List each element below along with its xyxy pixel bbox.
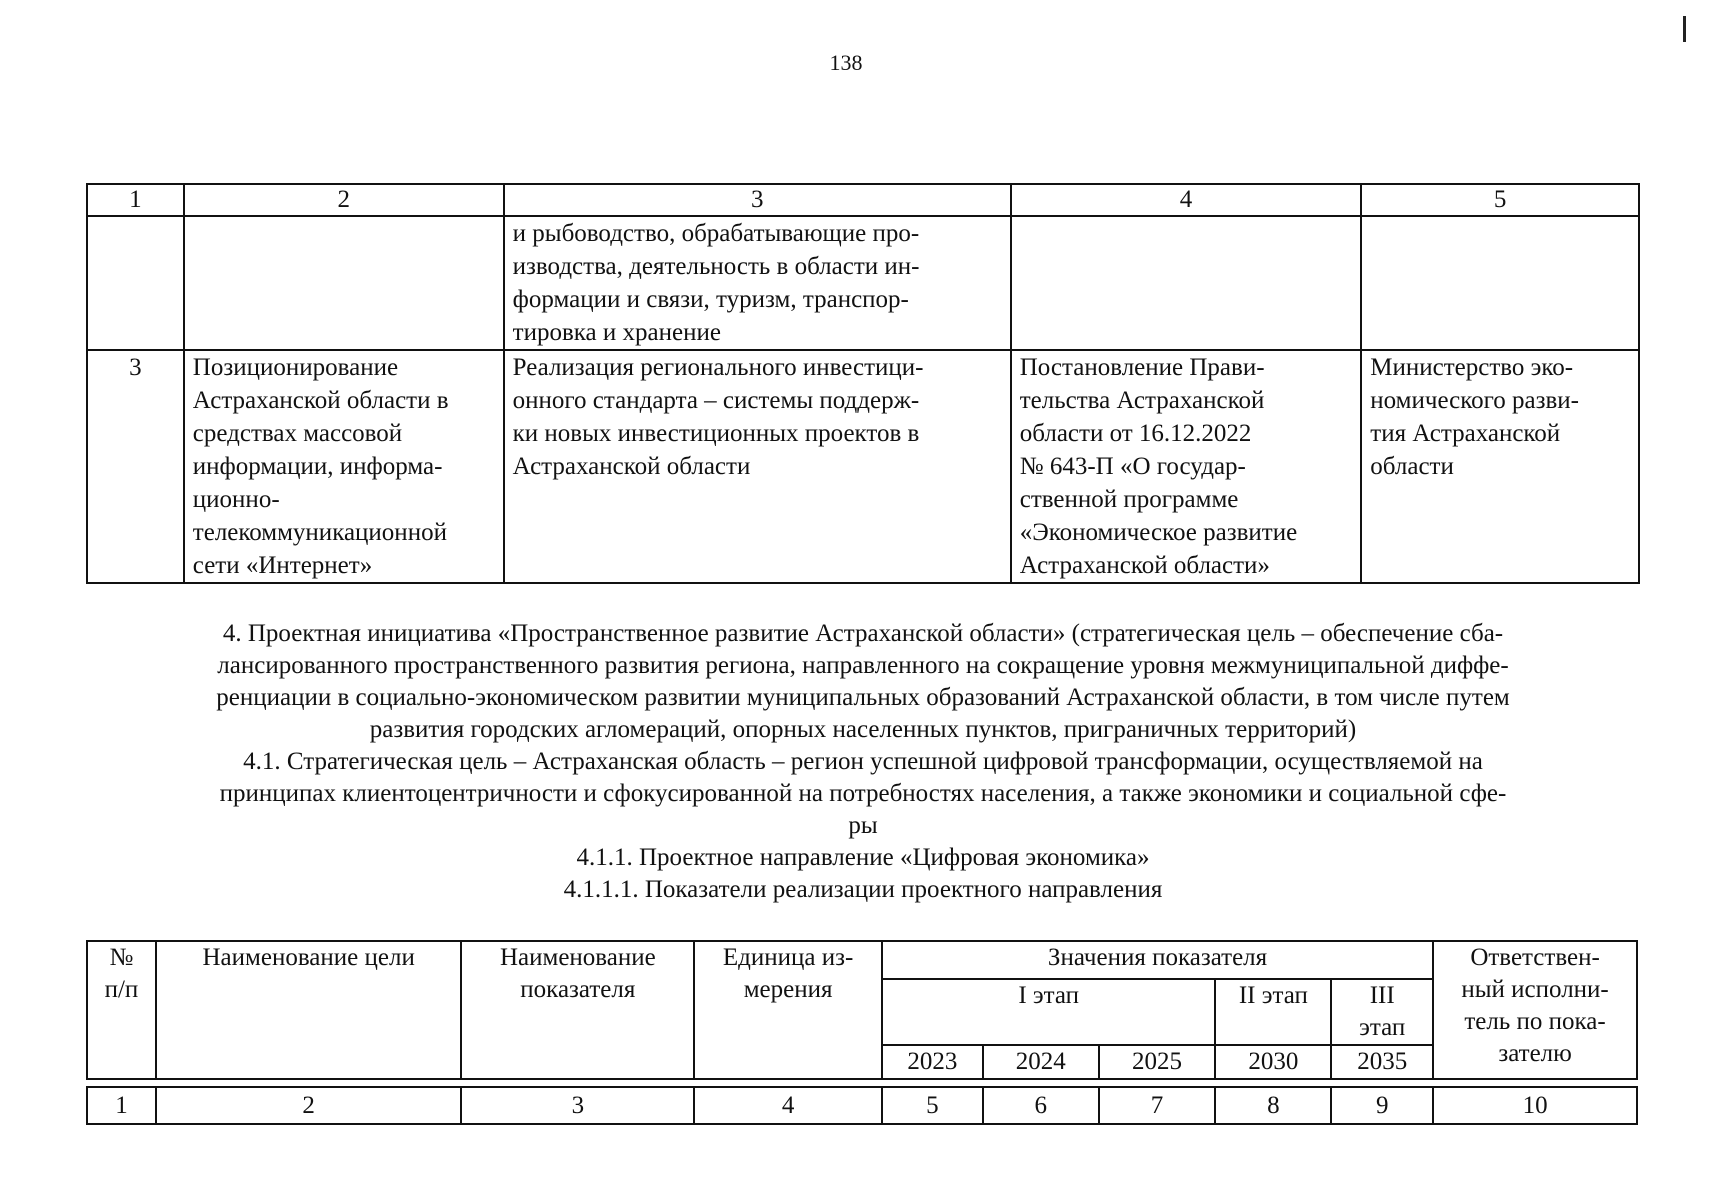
column-number-row [87, 1087, 1637, 1124]
measures-table [86, 183, 1640, 584]
text-line: номического разви- [1370, 387, 1580, 414]
indicators-table [86, 940, 1638, 1125]
text-line: Астраханской области [512, 453, 751, 480]
text-line: области [1370, 453, 1454, 480]
table-row [87, 350, 1639, 583]
text-line: Астраханской области в [192, 387, 449, 414]
text-line: и рыбоводство, обрабатывающие про- [512, 220, 920, 247]
direction-heading: 4.1.1. Проектное направление «Цифровая экономика» [576, 844, 1150, 871]
table-header-row [87, 184, 1639, 216]
row-executor [1361, 350, 1639, 583]
year-cell: 2035 [1331, 1045, 1433, 1079]
col-goal-header: Наименование цели [156, 941, 462, 1079]
row-name [184, 350, 504, 583]
text-line: № 643-П «О государ- [1019, 453, 1246, 480]
header-cell: 5 [1361, 184, 1639, 216]
scan-edge-mark [1683, 16, 1686, 42]
column-number-cell: 10 [1433, 1087, 1637, 1124]
text-line: области от 16.12.2022 [1019, 420, 1252, 447]
text-line: Постановление Прави- [1019, 354, 1265, 381]
text-line: сети «Интернет» [192, 552, 373, 579]
text-line: Позиционирование [192, 354, 399, 381]
header-cell: 2 [184, 184, 504, 216]
row-content [504, 350, 1011, 583]
column-number-cell: 7 [1099, 1087, 1216, 1124]
column-number-cell: 3 [461, 1087, 694, 1124]
col-unit-header: Единица из- мерения [694, 941, 882, 1079]
text-line: Реализация регионального инвестици- [512, 354, 924, 381]
column-number-cell: 5 [882, 1087, 983, 1124]
page-number: 138 [829, 50, 863, 75]
col-number-header: № п/п [87, 941, 156, 1079]
text-line: онного стандарта – системы поддерж- [512, 387, 920, 414]
table-header-row [87, 941, 1637, 979]
text-line: средствах массовой [192, 420, 403, 447]
text-line: тельства Астраханской [1019, 387, 1265, 414]
column-number-cell: 2 [156, 1087, 462, 1124]
row-document [1011, 216, 1362, 350]
text-line: ры [848, 812, 878, 839]
row-document [1011, 350, 1362, 583]
stage-3-header: III этап [1331, 979, 1433, 1045]
text-line: ки новых инвестиционных проектов в [512, 420, 920, 447]
text-line: принципах клиентоцентричности и сфокусированной на потребностях населения, а также экономики и социальной сфе- [219, 780, 1507, 807]
row-number [87, 216, 184, 350]
text-line: Министерство эко- [1370, 354, 1574, 381]
table-row [87, 216, 1639, 350]
header-cell: 1 [87, 184, 184, 216]
column-number-cell: 9 [1331, 1087, 1433, 1124]
col-responsible-header: Ответствен- ный исполни- тель по пока- зателю [1433, 941, 1637, 1079]
text-line: развития городских агломераций, опорных населенных пунктов, приграничных территорий) [369, 716, 1357, 743]
text-line: телекоммуникационной [192, 519, 447, 546]
text-line: тия Астраханской [1370, 420, 1561, 447]
text-line: тировка и хранение [512, 319, 721, 346]
column-number-cell: 1 [87, 1087, 156, 1124]
row-executor [1361, 216, 1639, 350]
header-cell: 3 [504, 184, 1011, 216]
strategic-goal-heading [86, 746, 1640, 842]
table-divider [87, 1079, 1637, 1087]
text-line: ренциации в социально-экономическом развитии муниципальных образований Астраханской области, в том числе путем [216, 684, 1510, 711]
text-line: ственной программе [1019, 486, 1239, 513]
year-cell: 2030 [1215, 1045, 1331, 1079]
year-cell: 2023 [882, 1045, 983, 1079]
year-cell: 2024 [983, 1045, 1099, 1079]
text-line: лансированного пространственного развития региона, направленного на сокращение уровня межмуниципальной диффе- [217, 652, 1509, 679]
row-name [184, 216, 504, 350]
stage-1-header: I этап [882, 979, 1215, 1045]
header-cell: 4 [1011, 184, 1362, 216]
text-line: ционно- [192, 486, 280, 513]
col-indicator-header: Наименование показателя [461, 941, 694, 1079]
text-line: информации, информа- [192, 453, 443, 480]
text-line: «Экономическое развитие [1019, 519, 1298, 546]
col-values-header: Значения показателя [882, 941, 1433, 979]
year-cell: 2025 [1099, 1045, 1216, 1079]
indicators-heading: 4.1.1.1. Показатели реализации проектного направления [563, 876, 1163, 903]
column-number-cell: 6 [983, 1087, 1099, 1124]
text-line: изводства, деятельность в области ин- [512, 253, 920, 280]
text-line: 4.1. Стратегическая цель – Астраханская область – регион успешной цифровой трансформации, осуществляемой на [243, 748, 1483, 775]
text-line: Астраханской области» [1019, 552, 1270, 579]
column-number-cell: 8 [1215, 1087, 1331, 1124]
text-line: 4. Проектная инициатива «Пространственное развитие Астраханской области» (стратегическая цель – обеспечение сба- [222, 620, 1504, 647]
project-initiative-heading [86, 618, 1640, 746]
stage-2-header: II этап [1215, 979, 1331, 1045]
row-number: 3 [87, 350, 184, 583]
row-content [504, 216, 1011, 350]
text-line: формации и связи, туризм, транспор- [512, 286, 909, 313]
column-number-cell: 4 [694, 1087, 882, 1124]
divider-cell [87, 1079, 1637, 1087]
